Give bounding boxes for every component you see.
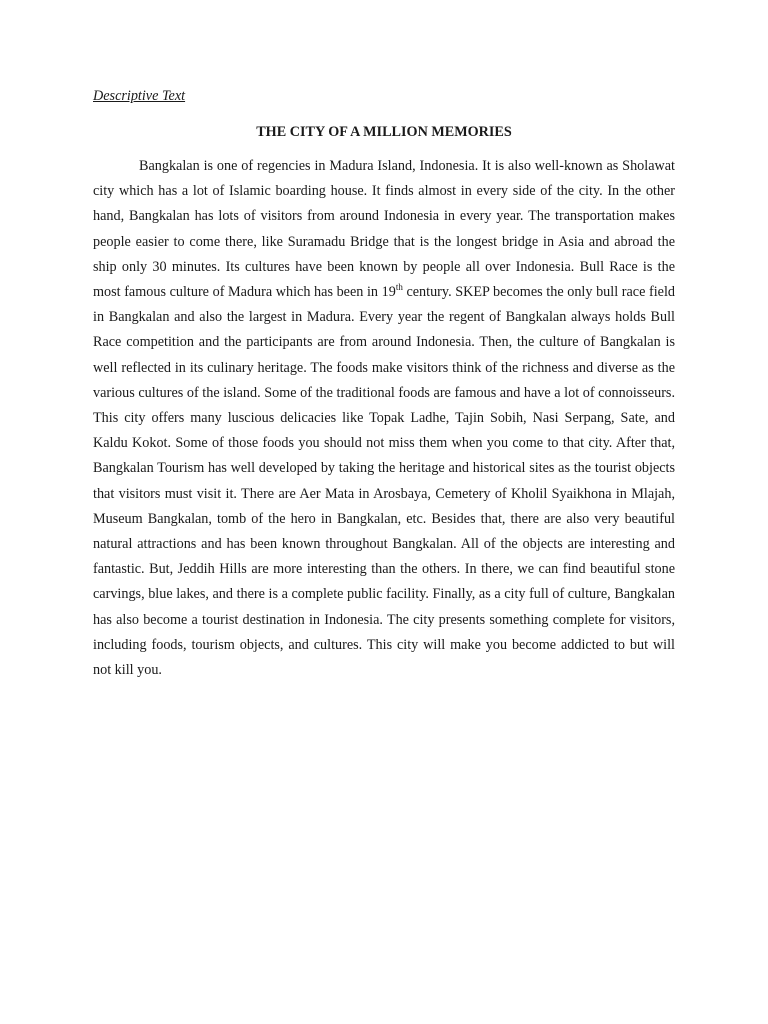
paragraph-text-part2: century. SKEP becomes the only bull race field in Bangkalan and also the largest in Madura. Every year the regent of Bangkalan always holds Bull Race competition and the participants are from around Indonesia. Then, the culture of Bangkalan is well reflected in its culinary heritage. The foods make visitors think of the richness and diverse as the various cultures of the island. Some of the traditional foods are famous and have a lot of connoisseurs. This city offers many luscious delicacies like Topak Ladhe, Tajin Sobih, Nasi Serpang, Sate, and Kaldu Kokot. Some of those foods you should not miss them when you come to that city. After that, Bangkalan Tourism has well developed by taking the heritage and historical sites as the tourist objects that visitors must visit it. There are Aer Mata in Arosbaya, Cemetery of Kholil Syaikhona in Mlajah, Museum Bangkalan, tomb of the hero in Bangkalan, etc. Besides that, there are also very beautiful natural attractions and has been known throughout Bangkalan. All of the objects are interesting and fantastic. But, Jeddih Hills are more interesting than the others. In there, we can find beautiful stone carvings, blue lakes, and there is a complete public facility. Finally, as a city full of culture, Bangkalan has also become a tourist destination in Indonesia. The city presents something complete for visitors, including foods, tourism objects, and cultures. This city will make you become addicted to but will not kill you. <box>93 284 675 679</box>
document-heading: Descriptive Text <box>93 88 186 104</box>
body-paragraph <box>93 154 675 683</box>
document-title: THE CITY OF A MILLION MEMORIES <box>256 124 512 140</box>
paragraph-text-part1: Bangkalan is one of regencies in Madura Island, Indonesia. It is also well-known as Sholawat city which has a lot of Islamic boarding house. It finds almost in every side of the city. In the other hand, Bangkalan has lots of visitors from around Indonesia in every year. The transportation makes people easier to come there, like Suramadu Bridge that is the longest bridge in Asia and abroad the ship only 30 minutes. Its cultures have been known by people all over Indonesia. Bull Race is the most famous culture of Madura which has been in 19 <box>93 158 675 301</box>
document-page <box>93 86 675 683</box>
ordinal-superscript: th <box>395 282 403 293</box>
